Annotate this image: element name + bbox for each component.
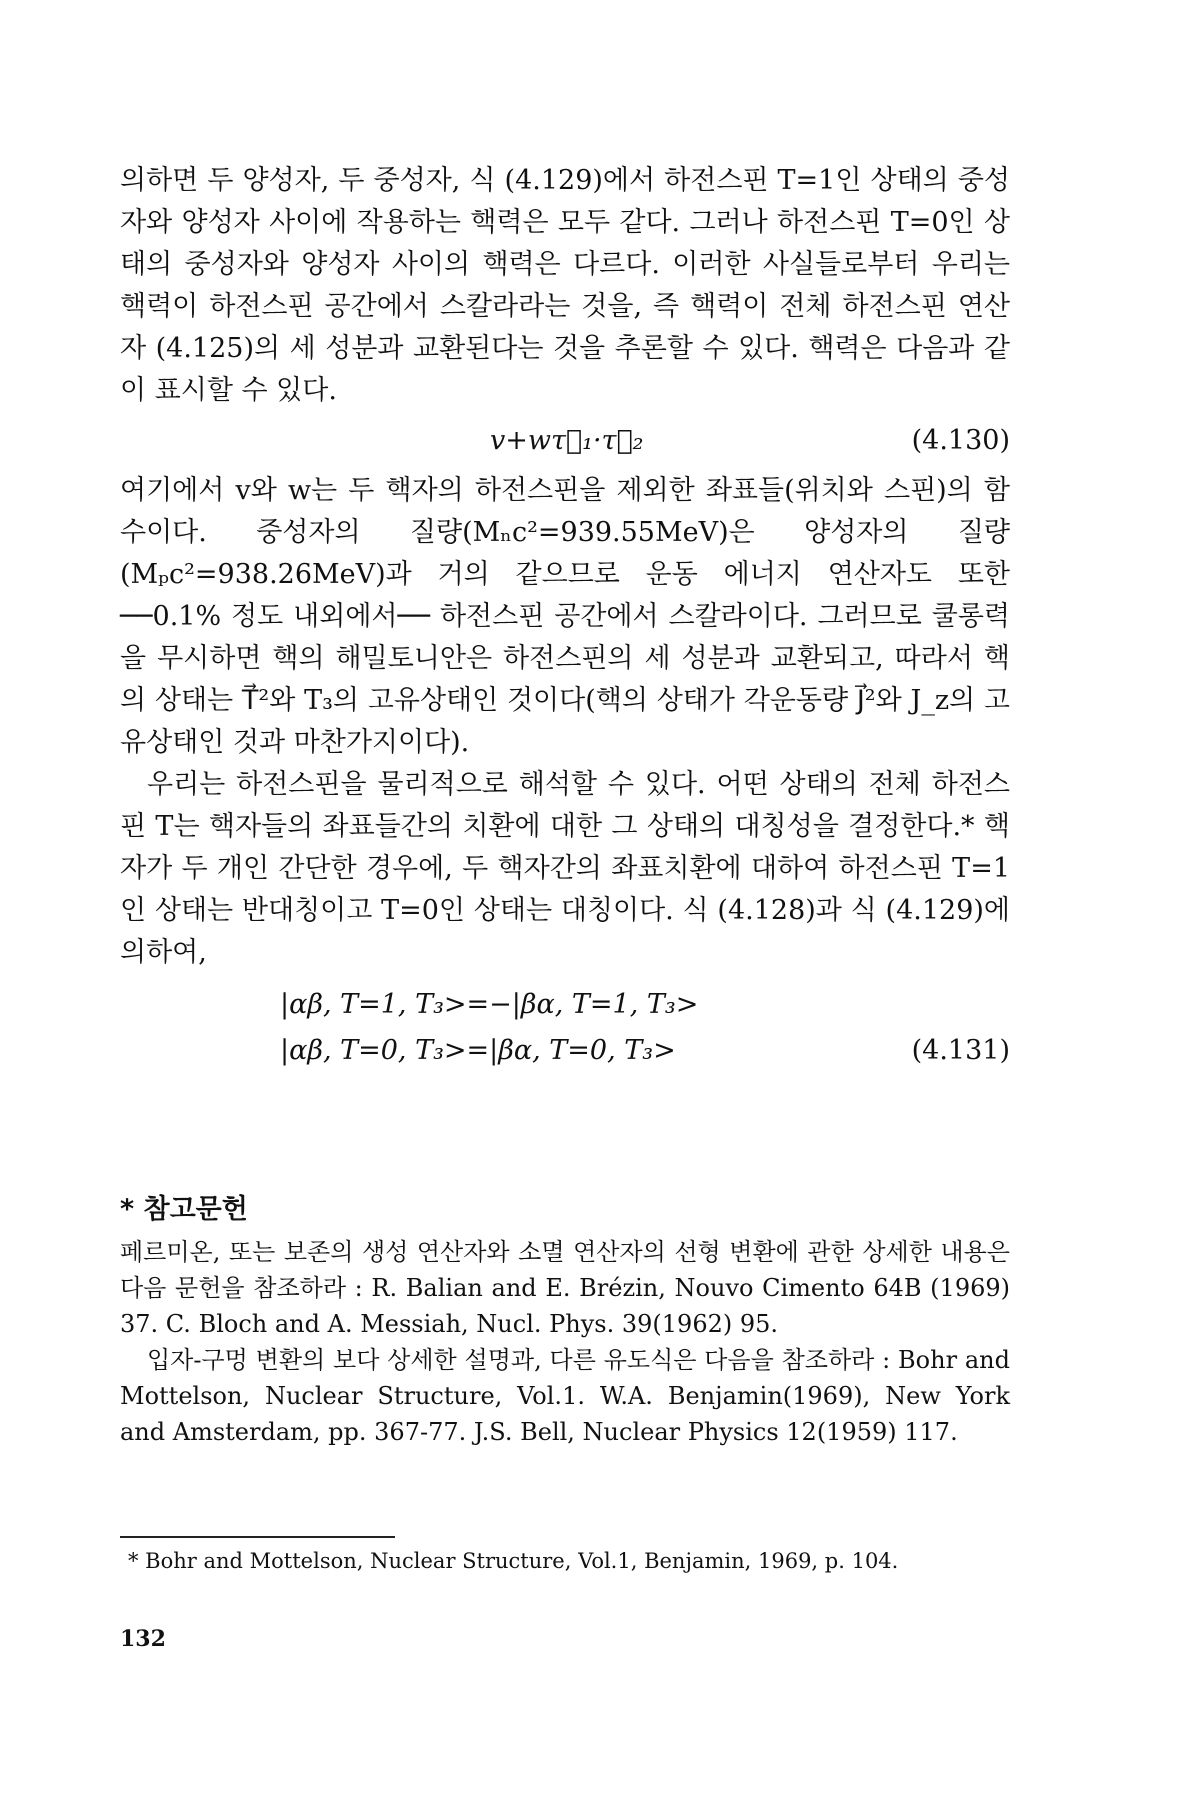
paragraph-3: 우리는 하전스핀을 물리적으로 해석할 수 있다. 어떤 상태의 전체 하전스핀 T는 핵자들의 좌표들간의 치환에 대한 그 상태의 대칭성을 결정한다.* 핵자가 두 개인 간단한 경우에, 두 핵자간의 좌표치환에 대하여 하전스핀 T=1인 상태는 반대칭이고 T=0인 상태는 대칭이다. 식 (4.128)과 식 (4.129)에 의하여, <box>120 769 1010 968</box>
reference-1: 페르미온, 또는 보존의 생성 연산자와 소멸 연산자의 선형 변환에 관한 상세한 내용은 다음 문헌을 참조하라 : R. Balian and E. Brézin, Nouvo Cimento 64B (1969) 37. C. Bloch and A. Messiah, Nucl. Phys. 39(1962) 95. <box>120 1238 1010 1338</box>
paragraph-1: 의하면 두 양성자, 두 중성자, 식 (4.129)에서 하전스핀 T=1인 상태의 중성자와 양성자 사이에 작용하는 핵력은 모두 같다. 그러나 하전스핀 T=0인 상태의 중성자와 양성자 사이의 핵력은 다르다. 이러한 사실들로부터 우리는 핵력이 하전스핀 공간에서 스칼라라는 것을, 즉 핵력이 전체 하전스핀 연산자 (4.125)의 세 성분과 교환된다는 것을 추론할 수 있다. 핵력은 다음과 같이 표시할 수 있다. <box>120 165 1010 406</box>
equation-4-131-number: (4.131) <box>911 1035 1010 1066</box>
page-number: 132 <box>120 1626 166 1652</box>
equation-4-130-expression: v+wτ⃗₁·τ⃗₂ <box>490 425 644 456</box>
equation-4-131 <box>120 978 1010 1080</box>
main-text <box>120 160 1010 1080</box>
equation-4-131-line-2: |αβ, T=0, T₃>=|βα, T=0, T₃> <box>280 1035 676 1066</box>
equation-4-131-line-1: |αβ, T=1, T₃>=−|βα, T=1, T₃> <box>280 989 699 1020</box>
paragraph-2: 여기에서 v와 w는 두 핵자의 하전스핀을 제외한 좌표들(위치와 스핀)의 함수이다. 중성자의 질량(Mₙc²=939.55MeV)은 양성자의 질량(Mₚc²=938.26MeV)과 거의 같으므로 운동 에너지 연산자도 또한 ──0.1% 정도 내외에서── 하전스핀 공간에서 스칼라이다. 그러므로 쿨롱력을 무시하면 핵의 해밀토니안은 하전스핀의 세 성분과 교환되고, 따라서 핵의 상태는 T⃗²와 T₃의 고유상태인 것이다(핵의 상태가 각운동량 J⃗²와 J_z의 고유상태인 것과 마찬가지이다). <box>120 475 1010 758</box>
equation-4-130-number: (4.130) <box>911 425 1010 456</box>
equation-4-130 <box>120 412 1010 470</box>
references-section <box>120 1192 1010 1450</box>
reference-2: 입자-구멍 변환의 보다 상세한 설명과, 다른 유도식은 다음을 참조하라 : Bohr and Mottelson, Nuclear Structure, Vol.1. W.A. Benjamin(1969), New York and Amsterdam, pp. 367-77. J.S. Bell, Nuclear Physics 12(1959) 117. <box>120 1346 1010 1446</box>
footnote: * Bohr and Mottelson, Nuclear Structure, Vol.1, Benjamin, 1969, p. 104. <box>128 1549 899 1573</box>
footnote-divider <box>120 1536 395 1538</box>
references-heading: * 참고문헌 <box>120 1194 248 1225</box>
